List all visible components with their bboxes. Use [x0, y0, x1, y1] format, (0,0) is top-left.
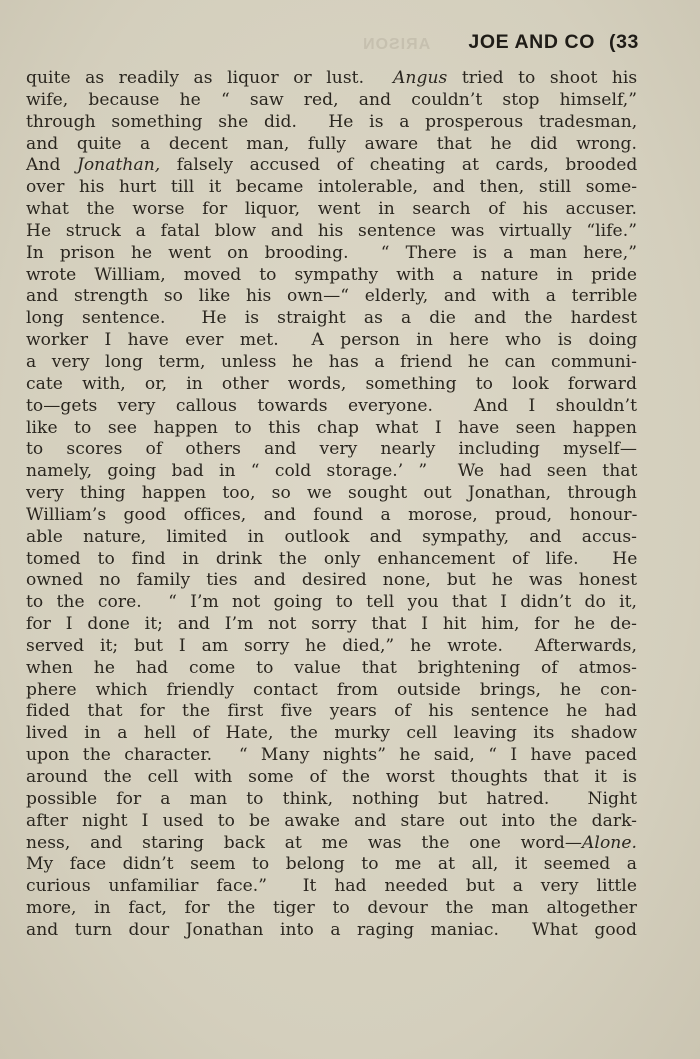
text-segment: to the core. “ I’m not going to tell you that I didn’t do it, [26, 592, 637, 613]
text-line [26, 308, 637, 330]
text-segment: more, in fact, for the tiger to devour the man altogether [26, 898, 637, 919]
text-line [26, 461, 637, 483]
text-line [26, 789, 637, 811]
text-segment: over his hurt till it became intolerable, and then, still some- [26, 177, 638, 198]
text-segment: William’s good offices, and found a morose, proud, honour- [26, 504, 638, 525]
text-line [26, 439, 637, 461]
text-line [26, 527, 637, 549]
text-segment: worker I have ever met. A person in here who is doing [26, 330, 638, 351]
text-segment: possible for a man to think, nothing but hatred. Night [26, 788, 637, 809]
text-line [26, 90, 637, 112]
text-segment: like to see happen to this chap what I have seen happen [26, 417, 637, 438]
text-segment: ness, and staring back at me was the one word— [26, 832, 583, 853]
text-line [26, 876, 637, 898]
running-header [468, 31, 639, 54]
text-segment: wife, because he “ saw red, and couldn’t stop himself,” [26, 89, 637, 110]
text-line [26, 112, 637, 134]
text-line [26, 636, 637, 658]
text-line [26, 898, 637, 920]
text-segment: namely, going bad in “ cold storage.’ ” We had seen that [26, 461, 638, 482]
text-line [26, 199, 637, 221]
text-line [26, 811, 637, 833]
text-line [26, 570, 637, 592]
text-segment: My face didn’t seem to belong to me at all, it seemed a [26, 854, 638, 875]
text-line [26, 155, 637, 177]
body-text [26, 68, 637, 942]
text-segment: and strength so like his own—“ elderly, and with a terrible [26, 286, 638, 307]
text-segment: to scores of others and very nearly including myself— [26, 439, 637, 460]
text-line [26, 658, 637, 680]
text-segment: He struck a fatal blow and his sentence was virtually “life.” [26, 220, 637, 241]
text-line [26, 680, 637, 702]
text-line [26, 352, 637, 374]
text-line [26, 592, 637, 614]
text-segment: falsely accused of cheating at cards, brooded [160, 155, 638, 176]
text-segment: to—gets very callous towards everyone. And I shouldn’t [26, 395, 637, 416]
text-segment: And [26, 155, 77, 176]
text-segment: fided that for the first five years of his sentence he had [26, 701, 637, 722]
text-segment: a very long term, unless he has a friend he can communi- [26, 351, 637, 372]
text-segment: upon the character. “ Many nights” he said, “ I have paced [26, 745, 637, 766]
page-number: (33 [609, 31, 639, 53]
text-segment: for I done it; and I’m not sorry that I hit him, for he de- [26, 614, 637, 635]
text-line [26, 330, 637, 352]
text-line [26, 134, 637, 156]
text-line [26, 723, 637, 745]
text-line [26, 221, 637, 243]
text-segment: long sentence. He is straight as a die and the hardest [26, 308, 637, 329]
text-segment: curious unfamiliar face.” It had needed but a very little [26, 876, 637, 897]
text-segment: wrote William, moved to sympathy with a nature in pride [26, 264, 637, 285]
text-line [26, 243, 637, 265]
text-line [26, 286, 637, 308]
text-segment: quite as readily as liquor or lust. [26, 68, 394, 88]
text-segment: tomed to find in drink the only enhancement of life. He [26, 548, 638, 569]
show-through-text: ARISON [362, 36, 431, 53]
text-line [26, 701, 637, 723]
text-segment: phere which friendly contact from outside brings, he con- [26, 679, 637, 700]
italic-text: Angus [393, 68, 448, 88]
text-line [26, 854, 637, 876]
text-segment: and turn dour Jonathan into a raging maniac. What good [26, 919, 637, 940]
text-segment: tried to shoot his [447, 68, 638, 88]
text-segment: and quite a decent man, fully aware that he did wrong. [26, 133, 637, 154]
text-segment: lived in a hell of Hate, the murky cell leaving its shadow [26, 723, 637, 744]
text-line [26, 767, 637, 789]
text-line [26, 374, 637, 396]
text-segment: cate with, or, in other words, something to look forward [26, 373, 637, 394]
text-line [26, 68, 637, 90]
text-line [26, 505, 637, 527]
italic-text: Alone. [582, 832, 637, 853]
text-segment: what the worse for liquor, went in search of his accuser. [26, 199, 637, 220]
text-line [26, 396, 637, 418]
text-line [26, 418, 637, 440]
text-segment: served it; but I am sorry he died,” he wrote. Afterwards, [26, 635, 637, 656]
text-line [26, 177, 637, 199]
text-line [26, 833, 637, 855]
text-line [26, 483, 637, 505]
text-segment: very thing happen too, so we sought out Jonathan, through [26, 483, 637, 504]
text-line [26, 614, 637, 636]
text-segment: able nature, limited in outlook and sympathy, and accus- [26, 526, 637, 547]
italic-text: Jonathan, [76, 155, 161, 176]
text-segment: when he had come to value that brightening of atmos- [26, 657, 637, 678]
text-line [26, 549, 637, 571]
text-line [26, 265, 637, 287]
chapter-title: JOE AND CO [468, 31, 596, 53]
text-segment: after night I used to be awake and stare out into the dark- [26, 810, 637, 831]
text-segment: In prison he went on brooding. “ There is a man here,” [26, 242, 637, 263]
text-line [26, 920, 637, 942]
text-segment: owned no family ties and desired none, but he was honest [26, 570, 638, 591]
text-line [26, 745, 637, 767]
text-segment: around the cell with some of the worst thoughts that it is [26, 767, 637, 787]
text-segment: through something she did. He is a prosperous tradesman, [26, 111, 638, 132]
